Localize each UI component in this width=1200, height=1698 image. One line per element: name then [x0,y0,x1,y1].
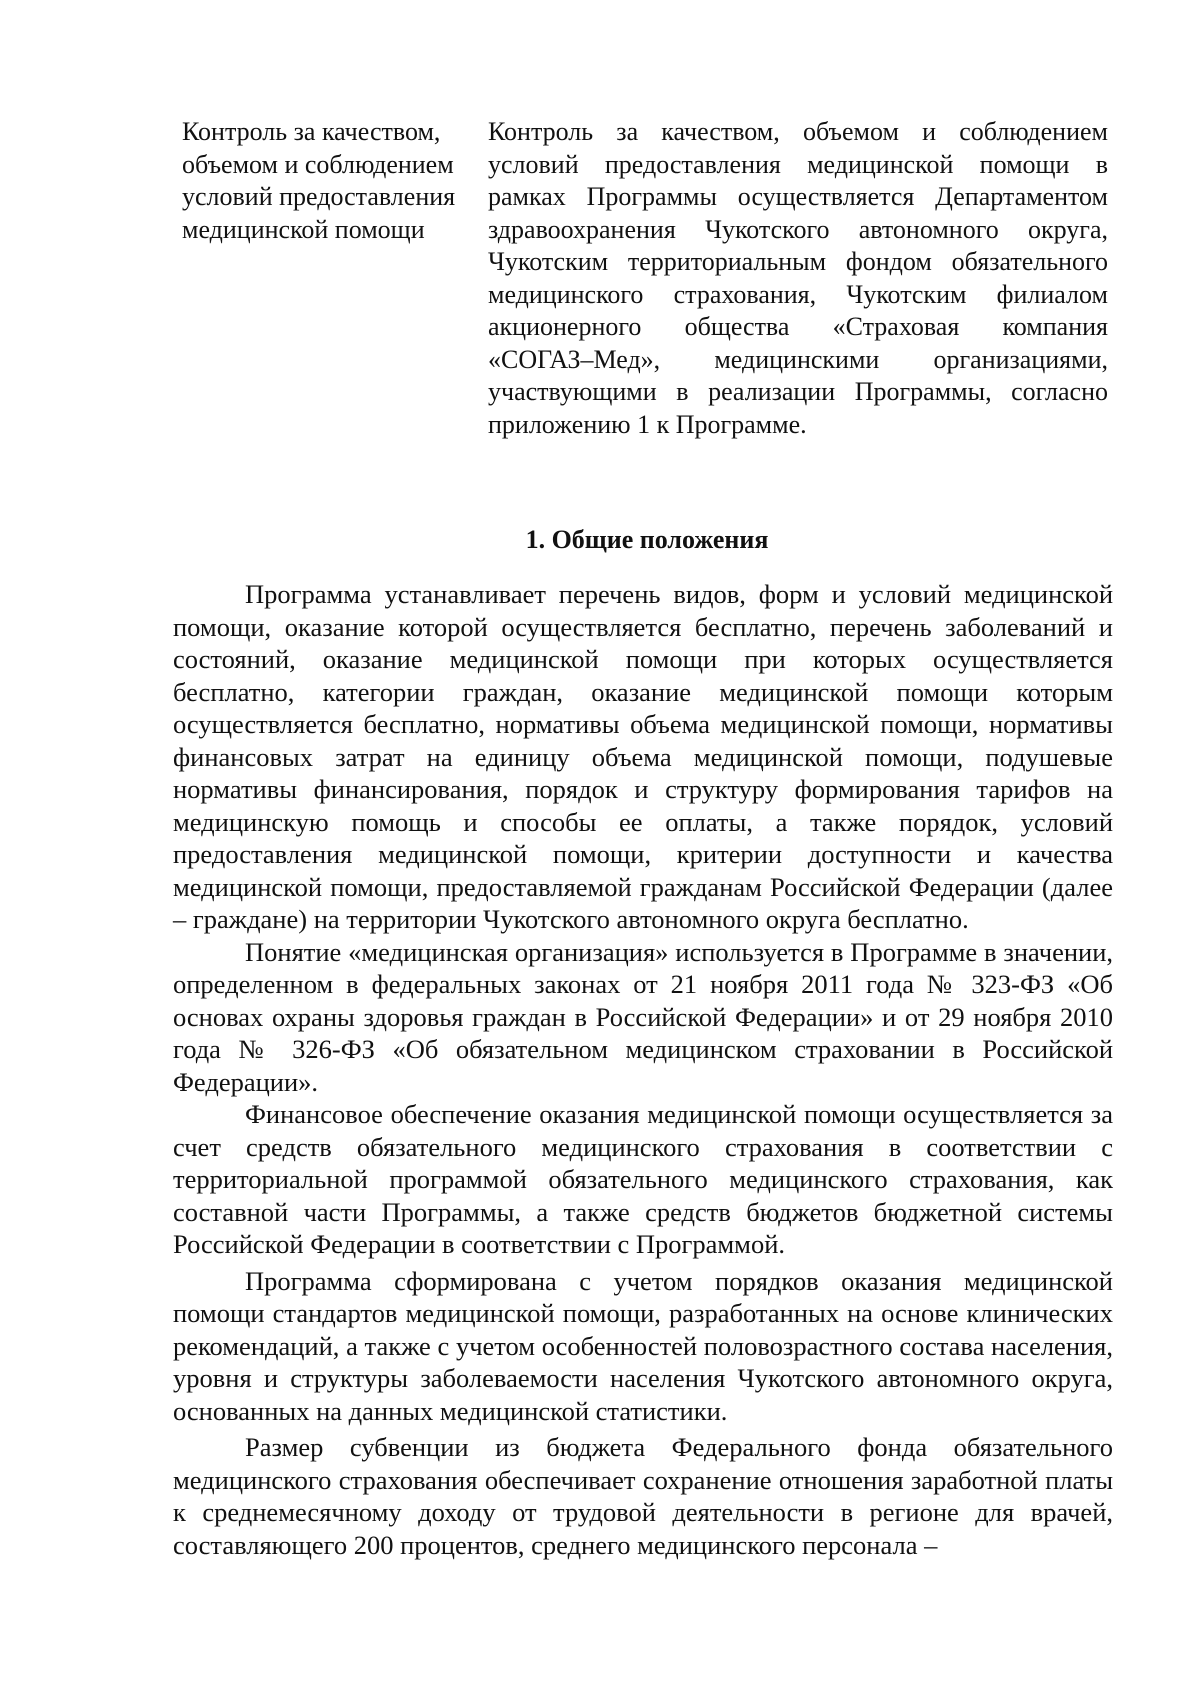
section-title: 1. Общие положения [525,525,769,554]
paragraph-1: Программа устанавливает перечень видов, форм и условий медицинской помощи, оказание которой осуществляется бесплатно, перечень заболеваний и состояний, оказание медицинской помощи при которых осуществляется бесплатно, категории граждан, оказание медицинской помощи которым осуществляется бесплатно, нормативы объема медицинской помощи, нормативы финансовых затрат на единицу объема медицинской помощи, подушевые нормативы финансирования, порядок и структуру формирования тарифов на медицинскую помощь и способы ее оплаты, а также порядок, условий предоставления медицинской помощи, критерии доступности и качества медицинской помощи, предоставляемой гражданам Российской Федерации (далее – граждане) на территории Чукотского автономного округа бесплатно. [173,579,1113,934]
paragraph-5: Размер субвенции из бюджета Федерального фонда обязательного медицинского страхования обеспечивает сохранение отношения заработной платы к среднемесячному доходу от трудовой деятельности в регионе для врачей, составляющего 200 процентов, среднего медицинского персонала – [173,1432,1113,1560]
passport-row-text: Контроль за качеством, объемом и соблюдением условий предоставления медицинской помощи в рамках Программы осуществляется Департаментом здравоохранения Чукотского автономного округа, Чукотским территориальным фондом обязательного медицинского страхования, Чукотским филиалом акционерного общества «Страховая компания «СОГАЗ–Мед», медицинскими организациями, участвующими в реализации Программы, согласно приложению 1 к Программе. [488,117,1108,439]
passport-row-quality-control [182,116,1112,441]
section-body [173,578,1113,1561]
paragraph-4: Программа сформирована с учетом порядков оказания медицинской помощи стандартов медицинской помощи, разработанных на основе клинических рекомендаций, а также с учетом особенностей половозрастного состава населения, уровня и структуры заболеваемости населения Чукотского автономного округа, основанных на данных медицинской статистики. [173,1265,1113,1426]
passport-row-label: Контроль за качеством, объемом и соблюдением условий предоставления медицинской помощи [182,117,456,244]
paragraph-3: Финансовое обеспечение оказания медицинской помощи осуществляется за счет средств обязательного медицинского страхования в соответствии с территориальной программой обязательного медицинского страхования, как составной части Программы, а также средств бюджетов бюджетной системы Российской Федерации в соответствии с Программой. [173,1099,1113,1259]
paragraph-2: Понятие «медицинская организация» используется в Программе в значении, определенном в федеральных законах от 21 ноября 2011 года № 323-ФЗ «Об основах охраны здоровья граждан в Российской Федерации» и от 29 ноября 2010 года № 326-ФЗ «Об обязательном медицинском страховании в Российской Федерации». [173,936,1113,1097]
